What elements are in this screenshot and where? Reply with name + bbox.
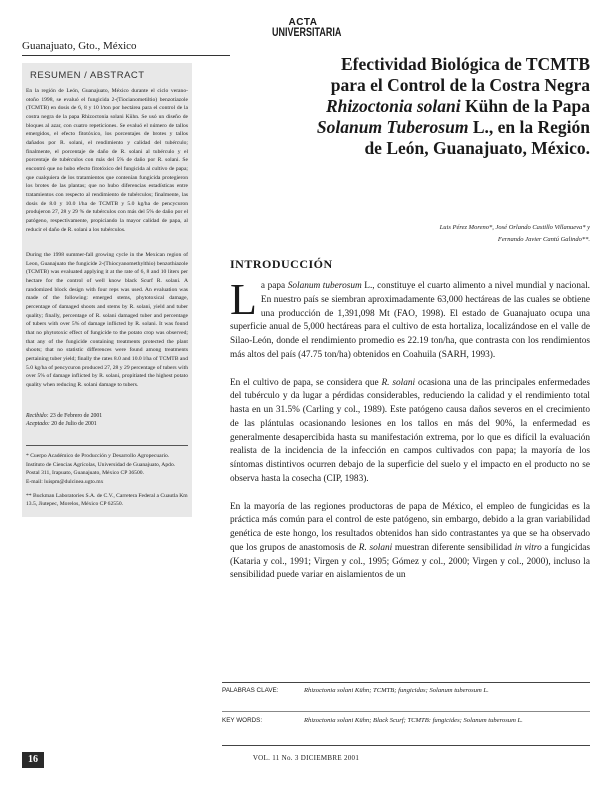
- keywords-spanish: PALABRAS CLAVE: Rhizoctonia solani Kühn; TCMTB; fungicidas; Solanum tuberosum L.: [222, 687, 489, 694]
- abstract-heading: RESUMEN / ABSTRACT: [30, 70, 145, 81]
- article-body: [230, 275, 590, 583]
- page-number: 16: [22, 752, 44, 768]
- author-email[interactable]: E-mail: luispm@dulcinea.ugto.mx: [26, 479, 104, 485]
- journal-logo: [272, 17, 342, 38]
- abstract-english-text: During the 1998 summer-fall growing cycle in the Mexican region of Leon, Guanajuato the fungicide 2-(Thiocyanomethylthio) benzothiazole (TCMTB) was evaluated applying it at the rate of 6, 8 and 10 liters per hectare for the control of well know black Scurf R. solani. A randomized block design with four reps was used. An evaluation was made of the following: emerged stems, phytotoxical damage, percentage of damaged shoots and stems by R. solani, yield and tuber quality; finally, percentage of R. solani damaged tuber and percentage of tubers with over 5% of damage inflicted by R. solani. It was found that no phytotoxic effect of fungicide to the potato crop was observed; that any of the fungicide containing treatments protected the plant shoots; that no statistic differences were found among treatments pertaining tuber yield; finally the rates 8.0 and 10.0 l/ha of TCMTB and 5.0 kg/ha of pencycuron produced 27, 28 y 29 percentage of tubers with over 5% of damage inflicted by R. solani, propitiated the highest potato quality when reducing R. solani damage to tubers.: [26, 252, 188, 388]
- keywords-english: KEY WORDS: Rhizoctonia solani Kühn; Black Scurf; TCMTB: fungicides; Solanum tuberosum L.: [222, 717, 523, 724]
- section-heading-introduccion: INTRODUCCIÓN: [230, 257, 333, 271]
- affiliation-1: * Cuerpo Académico de Producción y Desarrollo Agropecuario. Instituto de Ciencias Agrícolas, Universidad de Guanajuato, Apdo. Postal 311, Irapuato, Guanajuato, México CP 36500. E-mail: luispm@dulcinea.ugto.mx: [26, 453, 176, 485]
- abstract-sidebar: [22, 63, 192, 517]
- running-header-location: Guanajuato, Gto., México: [22, 40, 137, 52]
- affiliation-2: ** Buckman Laboratories S.A. de C.V., Carretera Federal a Cuautla Km 13.5, Jiutepec, Morelos, México CP 62550.: [26, 492, 188, 508]
- header-rule: [22, 55, 230, 56]
- author-list: Luis Pérez Moreno*, José Orlando Castillo Villanueva* y Fernando Javier Cantú Galindo**.: [439, 224, 590, 243]
- keywords-bottom-rule: [222, 745, 590, 746]
- footer-issue: VOL. 11 No. 3 DICIEMBRE 2001: [252, 754, 360, 762]
- logo-line-universitaria: UNIVERSITARIA: [272, 24, 342, 38]
- article-dates: [26, 412, 188, 429]
- resumen-text: En la región de León, Guanajuato, México durante el ciclo verano-otoño 1998, se evaluó el fungicida 2-(Tiocianometiltio) benzotiazole (TCMTB) en dosis de 6, 8 y 10 l/ton por hectárea para el control de la costra negra de la papa Rhizoctonia solani Kühn. Se usó un diseño de bloques al azar, con cuatro repeticiones. Se evaluó el número de tallos emergidos, el efecto fitotóxico, los porcentajes de brotes y tallos dañados por R. solani, el rendimiento y calidad del tubérculo; finalmente, el porcentaje de daño de R. solani al tubérculo y el porcentaje de tubérculos con más del 5% de daño por R. solani. Se encontró que no hubo efecto fitotóxico del fungicida al cultivo de papa; que cualquiera de los tratamientos que contenían fungicida protegieron los brotes de las plantas; que no hubo diferencias estadísticas entre tratamientos con respecto al rendimiento de tubérculos; finalmente, las dosis de 8.0 y 10.0 l/ha de TCMTB y 5.0 kg/ha de pencycuron produjeron 27, 28 y 29 % de tubérculos con más del 5% de daño por el patógeno, respectivamente, propiciando la mayor calidad de papa, al reducir el daño de R. solani a los tubérculos.: [26, 88, 188, 233]
- received-date: Recibido: 23 de Febrero de 2001: [26, 412, 103, 419]
- article-title: Efectividad Biológica de TCMTB para el Control de la Costra Negra Rhizoctonia solani Kühn de la Papa Solanum Tuberosum L., en la Región de León, Guanajuato, México.: [316, 54, 590, 158]
- intro-paragraph-1: La papa Solanum tuberosum L., constituye el cuarto alimento a nivel mundial y nacional. En nuestro país se siembran aproximadamente 63,000 hectáreas de las cuales se obtiene una producción de 1,391,098 Mt (FAO, 1998). El estado de Guanajuato ocupa una superficie anual de 5,000 hectáreas para el cultivo de esta hortaliza, localizándose en el valle de Silao-León, donde el rendimiento promedio es 22.19 ton/ha, que contrasta con los rendimientos más altos del país (47.75 ton/ha) obtenidos en Coahuila (SARH, 1993).: [230, 275, 590, 360]
- affiliation-rule: [26, 445, 188, 446]
- logo-line-acta: ACTA: [288, 17, 318, 28]
- intro-paragraph-2: En el cultivo de papa, se considera que R. solani ocasiona una de las principales enfermedades del tubérculo y da lugar a pérdidas considerables, reduciendo la calidad y el rendimiento total hasta en un 31.5% (Carling y col., 1989). Este patógeno causa daños severos en el crecimiento de las plántulas ocasionando lesiones en los tallos en más del 90%, la enfermedad es generalmente desapercibida hasta su manifestación extrema, por lo que es difícil la evaluación realista de la incidencia de la infección en campos cultivados con papa; la mayoría de los síntomas distintivos ocurren debajo de la superficie del suelo y el impacto en el producto no se observa hasta la cosecha (CIP, 1983).: [230, 377, 590, 484]
- accepted-date: Aceptado: 20 de Julio de 2001: [26, 421, 97, 428]
- keywords-top-rule: [222, 682, 590, 683]
- affiliations: [26, 452, 188, 509]
- drop-cap: L: [230, 275, 257, 324]
- keywords-mid-rule: [222, 711, 590, 712]
- intro-paragraph-3: En la mayoría de las regiones productoras de papa de México, el empleo de fungicidas es la práctica más común para el control de este patógeno, sin embargo, debido a la gran variabilidad genética de este hongo, los resultados obtenidos han sido contrastantes ya que se ha observado que los grupos de anastomosis de R. solani muestran diferente sensibilidad in vitro a fungicidas (Kataria y col., 1991; Virgen y col., 1995; Gómez y col., 2000; Virgen y col., 2000), incluso la sensibilidad puede variar en aislamientos de un: [230, 501, 590, 581]
